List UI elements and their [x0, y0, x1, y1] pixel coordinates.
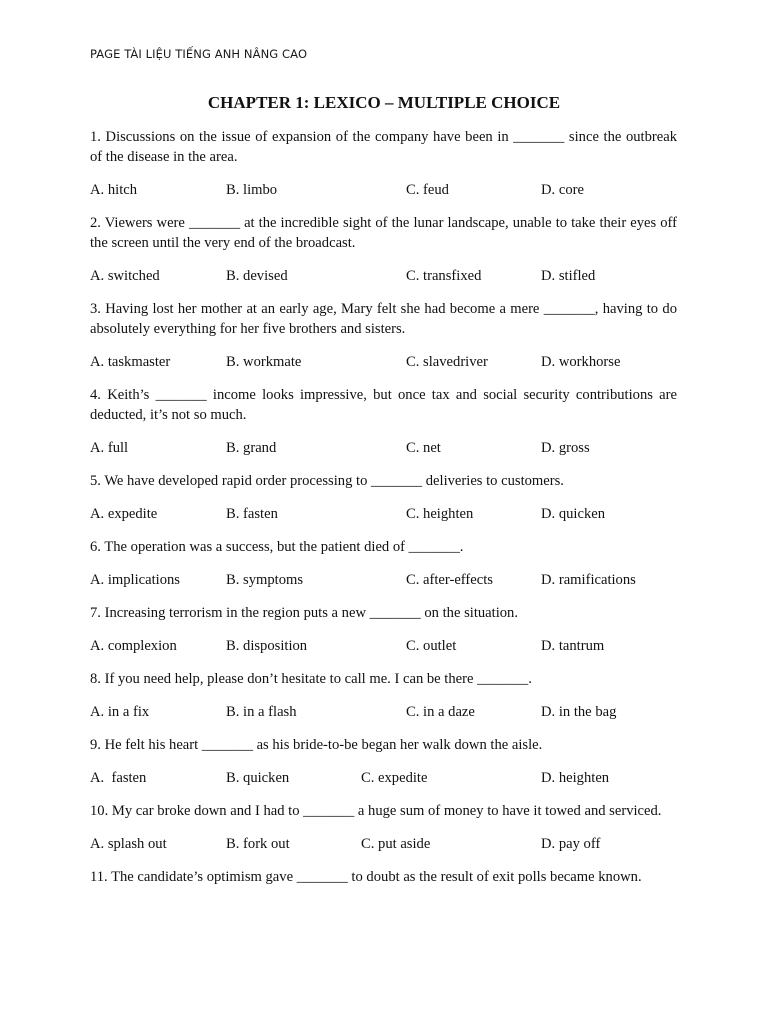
option-c: C. net [406, 440, 441, 456]
question-item [90, 867, 677, 887]
option-b: B. limbo [226, 182, 278, 198]
option-c: C. heighten [406, 506, 474, 522]
option-b: B. in a flash [226, 704, 297, 720]
option-a: A. in a fix [90, 704, 150, 720]
question-list [90, 127, 677, 887]
option-c: C. outlet [406, 638, 457, 654]
question-text: 2. Viewers were _______ at the incredible sight of the lunar landscape, unable to take their eyes off the screen until the very end of the broadcast. [90, 215, 677, 251]
question-text: 7. Increasing terrorism in the region puts a new _______ on the situation. [90, 605, 518, 621]
question-item [90, 669, 677, 722]
question-item [90, 537, 677, 590]
question-item [90, 603, 677, 656]
answer-options [90, 570, 677, 590]
question-text: 6. The operation was a success, but the patient died of _______. [90, 539, 464, 555]
option-b: B. workmate [226, 354, 302, 370]
option-b: B. disposition [226, 638, 308, 654]
page-header: PAGE TÀI LIỆU TIẾNG ANH NÂNG CAO [90, 47, 308, 61]
answer-options [90, 636, 677, 656]
question-item [90, 213, 677, 286]
option-a: A. hitch [90, 182, 138, 198]
option-d: D. in the bag [541, 704, 617, 720]
option-a: A. taskmaster [90, 354, 171, 370]
option-b: B. quicken [226, 770, 290, 786]
question-item [90, 127, 677, 200]
option-d: D. gross [541, 440, 590, 456]
answer-options [90, 266, 677, 286]
question-text: 3. Having lost her mother at an early age, Mary felt she had become a mere _______, having to do absolutely everything for her five brothers and sisters. [90, 301, 677, 337]
option-d: D. ramifications [541, 572, 636, 588]
answer-options [90, 504, 677, 524]
option-d: D. heighten [541, 770, 610, 786]
answer-options [90, 768, 677, 788]
option-d: D. quicken [541, 506, 606, 522]
option-c: C. transfixed [406, 268, 482, 284]
option-b: B. grand [226, 440, 277, 456]
option-a: A. implications [90, 572, 180, 588]
option-a: A. expedite [90, 506, 158, 522]
option-c: C. in a daze [406, 704, 475, 720]
option-d: D. workhorse [541, 354, 621, 370]
answer-options [90, 834, 677, 854]
question-text: 5. We have developed rapid order processing to _______ deliveries to customers. [90, 473, 564, 489]
option-b: B. devised [226, 268, 288, 284]
option-d: D. tantrum [541, 638, 605, 654]
option-a: A. splash out [90, 836, 167, 852]
answer-options [90, 438, 677, 458]
question-text: 10. My car broke down and I had to _______ a huge sum of money to have it towed and serviced. [90, 803, 662, 819]
question-item [90, 801, 677, 854]
question-text: 9. He felt his heart _______ as his bride-to-be began her walk down the aisle. [90, 737, 543, 753]
option-c: C. put aside [361, 836, 431, 852]
option-c: C. feud [406, 182, 449, 198]
option-b: B. fasten [226, 506, 278, 522]
question-text: 8. If you need help, please don’t hesitate to call me. I can be there _______. [90, 671, 532, 687]
option-c: C. expedite [361, 770, 428, 786]
option-b: B. symptoms [226, 572, 304, 588]
option-a: A. full [90, 440, 129, 456]
question-item [90, 735, 677, 788]
question-item [90, 385, 677, 458]
option-d: D. core [541, 182, 584, 198]
option-a: A. fasten [90, 770, 147, 786]
chapter-title: CHAPTER 1: LEXICO – MULTIPLE CHOICE [207, 93, 561, 112]
question-item [90, 299, 677, 372]
answer-options [90, 352, 677, 372]
answer-options [90, 702, 677, 722]
option-d: D. stifled [541, 268, 596, 284]
option-a: A. switched [90, 268, 160, 284]
question-text: 4. Keith’s _______ income looks impressive, but once tax and social security contributions are deducted, it’s not so much. [90, 387, 677, 423]
question-item [90, 471, 677, 524]
question-text: 11. The candidate’s optimism gave _______ to doubt as the result of exit polls became known. [90, 869, 642, 885]
question-text: 1. Discussions on the issue of expansion of the company have been in _______ since the outbreak of the disease in the area. [90, 129, 677, 165]
option-c: C. slavedriver [406, 354, 488, 370]
answer-options [90, 180, 677, 200]
option-d: D. pay off [541, 836, 601, 852]
option-a: A. complexion [90, 638, 177, 654]
option-c: C. after-effects [406, 572, 493, 588]
option-b: B. fork out [226, 836, 290, 852]
